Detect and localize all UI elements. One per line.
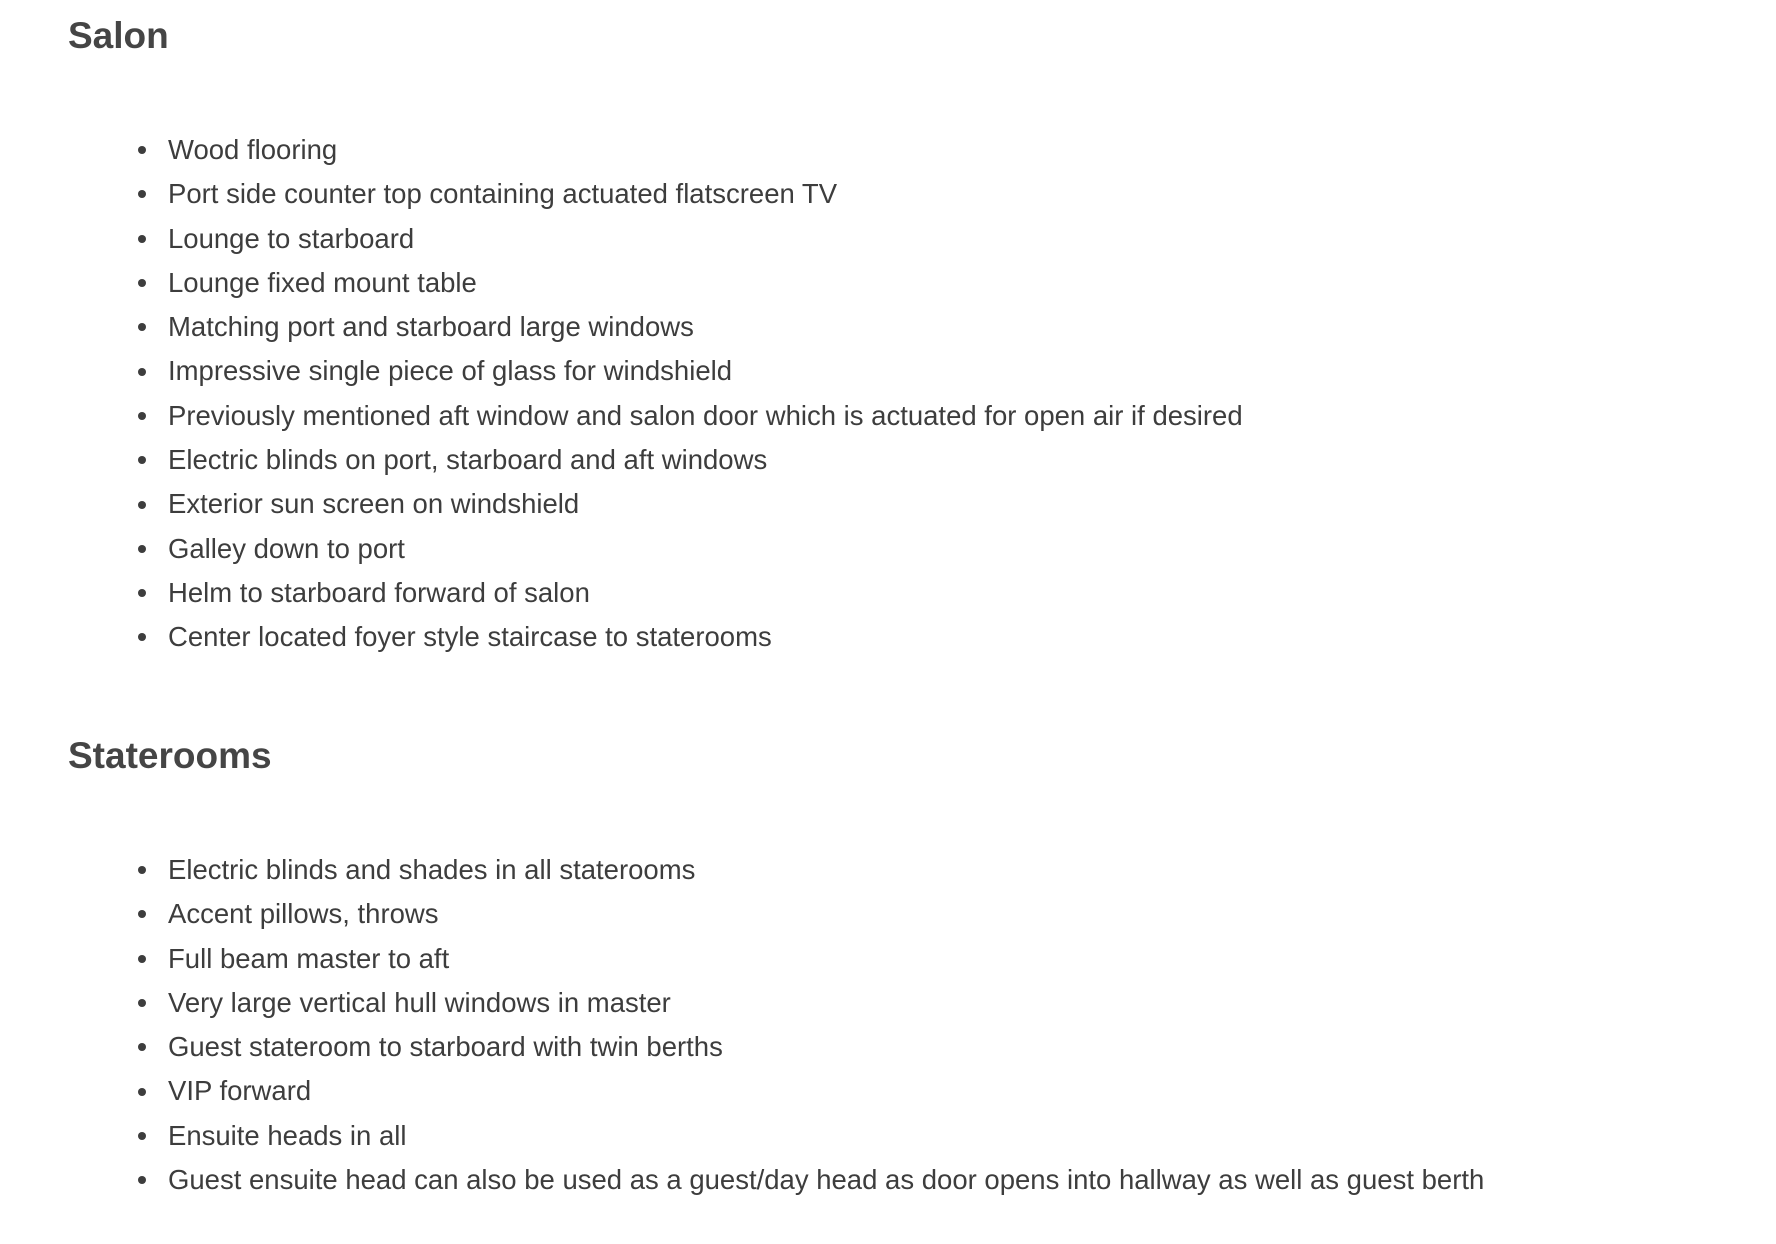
list-item-text: Port side counter top containing actuated flatscreen TV [168,178,838,210]
list-item [0,438,1776,482]
bullet-icon [138,545,146,553]
list-item [0,394,1776,438]
list-item [0,1069,1776,1113]
bullet-icon [138,910,146,918]
list-item [0,1114,1776,1158]
list-item [0,571,1776,615]
list-item [0,349,1776,393]
list-item-text: Galley down to port [168,532,405,564]
list-item [0,1158,1776,1202]
bullet-icon [138,412,146,420]
list-item-text: Accent pillows, throws [168,898,439,930]
bullet-icon [138,866,146,874]
bullet-icon [138,1088,146,1096]
list-item-text: Very large vertical hull windows in master [168,986,671,1018]
list-item-text: Matching port and starboard large windows [168,311,694,343]
list-item [0,615,1776,659]
bullet-icon [138,1043,146,1051]
list-item [0,527,1776,571]
bullet-icon [138,589,146,597]
bullet-icon [138,368,146,376]
list-item-text: Center located foyer style staircase to staterooms [168,621,772,653]
salon-heading: Salon [68,15,169,56]
list-item-text: Ensuite heads in all [168,1119,407,1151]
list-item-text: Electric blinds on port, starboard and aft windows [168,444,768,476]
bullet-icon [138,190,146,198]
list-item-text: Electric blinds and shades in all staterooms [168,854,696,885]
list-item [0,1025,1776,1069]
list-item-text: Helm to starboard forward of salon [168,576,590,608]
list-item-text: Guest ensuite head can also be used as a guest/day head as door opens into hallway as well as guest berth [168,1164,1485,1196]
list-item-text: Lounge fixed mount table [168,266,477,298]
list-item-text: Impressive single piece of glass for windshield [168,355,733,387]
list-item-text: Guest stateroom to starboard with twin berths [168,1031,723,1063]
list-item [0,128,1776,172]
list-item [0,981,1776,1025]
list-item-text: Lounge to starboard [168,222,415,254]
list-item [0,848,1776,892]
bullet-icon [138,146,146,154]
list-item-text: Wood flooring [168,134,338,165]
staterooms-feature-list [0,848,1776,1202]
bullet-icon [138,235,146,243]
list-item [0,892,1776,936]
bullet-icon [138,1176,146,1184]
salon-feature-list [0,128,1776,660]
list-item [0,482,1776,526]
bullet-icon [138,456,146,464]
list-item [0,172,1776,216]
list-item-text: VIP forward [168,1075,312,1107]
bullet-icon [138,999,146,1007]
bullet-icon [138,955,146,963]
list-item [0,261,1776,305]
bullet-icon [138,501,146,509]
list-item [0,217,1776,261]
staterooms-heading: Staterooms [68,735,272,776]
list-item [0,937,1776,981]
bullet-icon [138,633,146,641]
bullet-icon [138,323,146,331]
list-item [0,305,1776,349]
bullet-icon [138,279,146,287]
bullet-icon [138,1132,146,1140]
list-item-text: Full beam master to aft [168,942,450,974]
list-item-text: Previously mentioned aft window and salon door which is actuated for open air if desired [168,399,1243,431]
list-item-text: Exterior sun screen on windshield [168,488,580,520]
